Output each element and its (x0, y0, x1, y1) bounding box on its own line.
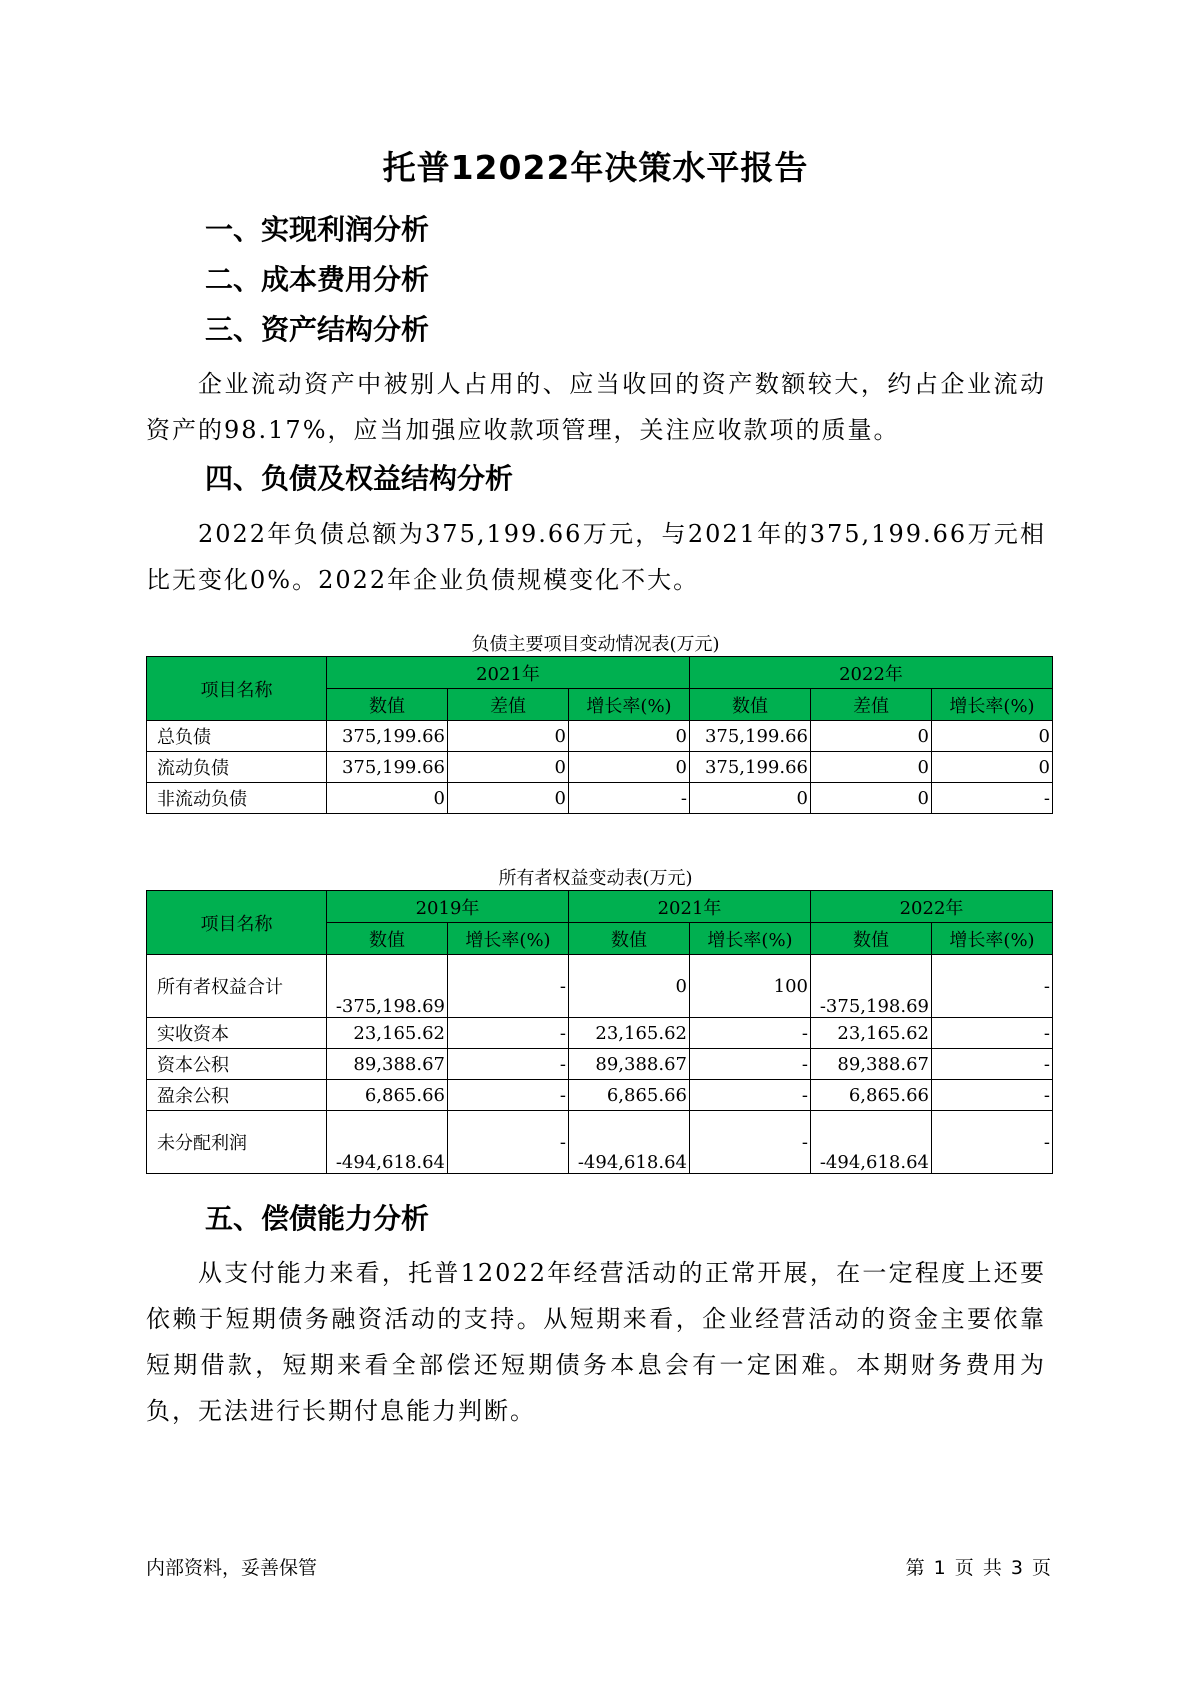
table-cell: - (932, 1049, 1053, 1080)
table2-subheader: 数值 (569, 923, 690, 955)
table-cell: - (932, 1111, 1053, 1174)
table-cell: 23,165.62 (327, 1018, 448, 1049)
row-label: 所有者权益合计 (147, 955, 327, 1018)
liabilities-table (146, 656, 1053, 814)
table-cell: - (932, 1018, 1053, 1049)
table1-caption: 负债主要项目变动情况表(万元) (471, 634, 720, 655)
row-label: 未分配利润 (147, 1111, 327, 1174)
section-heading-solvency: 五、偿债能力分析 (205, 1202, 430, 1235)
table1-year-header: 2021年 (327, 657, 690, 689)
table-cell: -494,618.64 (569, 1111, 690, 1174)
table-cell: 0 (811, 721, 932, 752)
table2-header-row (147, 891, 1053, 923)
table-cell: - (448, 1111, 569, 1174)
table2-year-header: 2022年 (811, 891, 1053, 923)
table-cell: 89,388.67 (327, 1049, 448, 1080)
table-cell: - (932, 1080, 1053, 1111)
report-title: 托普12022年决策水平报告 (382, 148, 809, 187)
table-cell: - (448, 1049, 569, 1080)
table1-item-header: 项目名称 (147, 657, 327, 721)
table-cell: 375,199.66 (690, 721, 811, 752)
row-label: 总负债 (147, 721, 327, 752)
row-label: 流动负债 (147, 752, 327, 783)
table-cell: - (569, 783, 690, 814)
liabilities-paragraph: 2022年负债总额为375,199.66万元，与2021年的375,199.66万元相比无变化0%。2022年企业负债规模变化不大。 (146, 520, 1046, 594)
table-cell: - (448, 955, 569, 1018)
row-label: 实收资本 (147, 1018, 327, 1049)
table1-subheader: 增长率(%) (932, 689, 1053, 721)
table-row (147, 1018, 1053, 1049)
table-cell: 375,199.66 (327, 721, 448, 752)
row-label: 非流动负债 (147, 783, 327, 814)
table-cell: 0 (569, 752, 690, 783)
table-cell: - (448, 1080, 569, 1111)
table2-item-header: 项目名称 (147, 891, 327, 955)
table-cell: 0 (569, 721, 690, 752)
table1-year-header: 2022年 (690, 657, 1053, 689)
table-row (147, 1080, 1053, 1111)
table1-subheader: 数值 (690, 689, 811, 721)
table-cell: - (690, 1049, 811, 1080)
table1-subheader: 差值 (811, 689, 932, 721)
table-row (147, 783, 1053, 814)
table2-caption: 所有者权益变动表(万元) (498, 868, 693, 889)
table-cell: 0 (932, 721, 1053, 752)
solvency-paragraph: 从支付能力来看，托普12022年经营活动的正常开展，在一定程度上还要依赖于短期债务融资活动的支持。从短期来看，企业经营活动的资金主要依靠短期借款，短期来看全部偿还短期债务本息会有一定困难。本期财务费用为负，无法进行长期付息能力判断。 (146, 1259, 1046, 1425)
section-heading-liabilities: 四、负债及权益结构分析 (205, 462, 514, 495)
table-row (147, 955, 1053, 1018)
table-cell: 6,865.66 (327, 1080, 448, 1111)
table2-subheader: 数值 (811, 923, 932, 955)
table-cell: 23,165.62 (569, 1018, 690, 1049)
table-cell: - (448, 1018, 569, 1049)
table-cell: - (690, 1080, 811, 1111)
table-cell: -494,618.64 (327, 1111, 448, 1174)
equity-table (146, 890, 1053, 1174)
table2-subheader: 增长率(%) (690, 923, 811, 955)
table-cell: 0 (327, 783, 448, 814)
table2-year-header: 2019年 (327, 891, 569, 923)
table-cell: -375,198.69 (327, 955, 448, 1018)
footer-page-number: 第 1 页 共 3 页 (905, 1557, 1051, 1579)
table-row (147, 1049, 1053, 1080)
table-cell: 89,388.67 (569, 1049, 690, 1080)
table-cell: 23,165.62 (811, 1018, 932, 1049)
table-cell: 0 (811, 783, 932, 814)
section-heading-cost: 二、成本费用分析 (205, 263, 430, 296)
table-cell: 0 (448, 752, 569, 783)
table-cell: 0 (569, 955, 690, 1018)
table-cell: -375,198.69 (811, 955, 932, 1018)
table-row (147, 1111, 1053, 1174)
table-row (147, 721, 1053, 752)
table-cell: 0 (448, 783, 569, 814)
table2-subheader: 增长率(%) (932, 923, 1053, 955)
table-cell: 375,199.66 (690, 752, 811, 783)
assets-paragraph: 企业流动资产中被别人占用的、应当收回的资产数额较大，约占企业流动资产的98.17%，应当加强应收款项管理，关注应收款项的质量。 (146, 370, 1046, 444)
table2-subheader: 增长率(%) (448, 923, 569, 955)
section-heading-profit: 一、实现利润分析 (205, 213, 430, 246)
row-label: 资本公积 (147, 1049, 327, 1080)
table-cell: 100 (690, 955, 811, 1018)
table1-subheader: 数值 (327, 689, 448, 721)
table-cell: - (932, 783, 1053, 814)
table-cell: 0 (811, 752, 932, 783)
table-cell: 375,199.66 (327, 752, 448, 783)
section-heading-assets: 三、资产结构分析 (205, 313, 430, 346)
table-cell: - (690, 1018, 811, 1049)
table2-year-header: 2021年 (569, 891, 811, 923)
table-cell: 6,865.66 (569, 1080, 690, 1111)
table-cell: -494,618.64 (811, 1111, 932, 1174)
table-cell: 89,388.67 (811, 1049, 932, 1080)
table-cell: - (932, 955, 1053, 1018)
table-cell: 0 (690, 783, 811, 814)
table-row (147, 752, 1053, 783)
table1-subheader: 增长率(%) (569, 689, 690, 721)
table-cell: 0 (448, 721, 569, 752)
table1-header-row (147, 657, 1053, 689)
table1-subheader: 差值 (448, 689, 569, 721)
table2-subheader: 数值 (327, 923, 448, 955)
table-cell: 6,865.66 (811, 1080, 932, 1111)
row-label: 盈余公积 (147, 1080, 327, 1111)
footer-confidential-note: 内部资料，妥善保管 (146, 1557, 318, 1579)
table-cell: - (690, 1111, 811, 1174)
table-cell: 0 (932, 752, 1053, 783)
